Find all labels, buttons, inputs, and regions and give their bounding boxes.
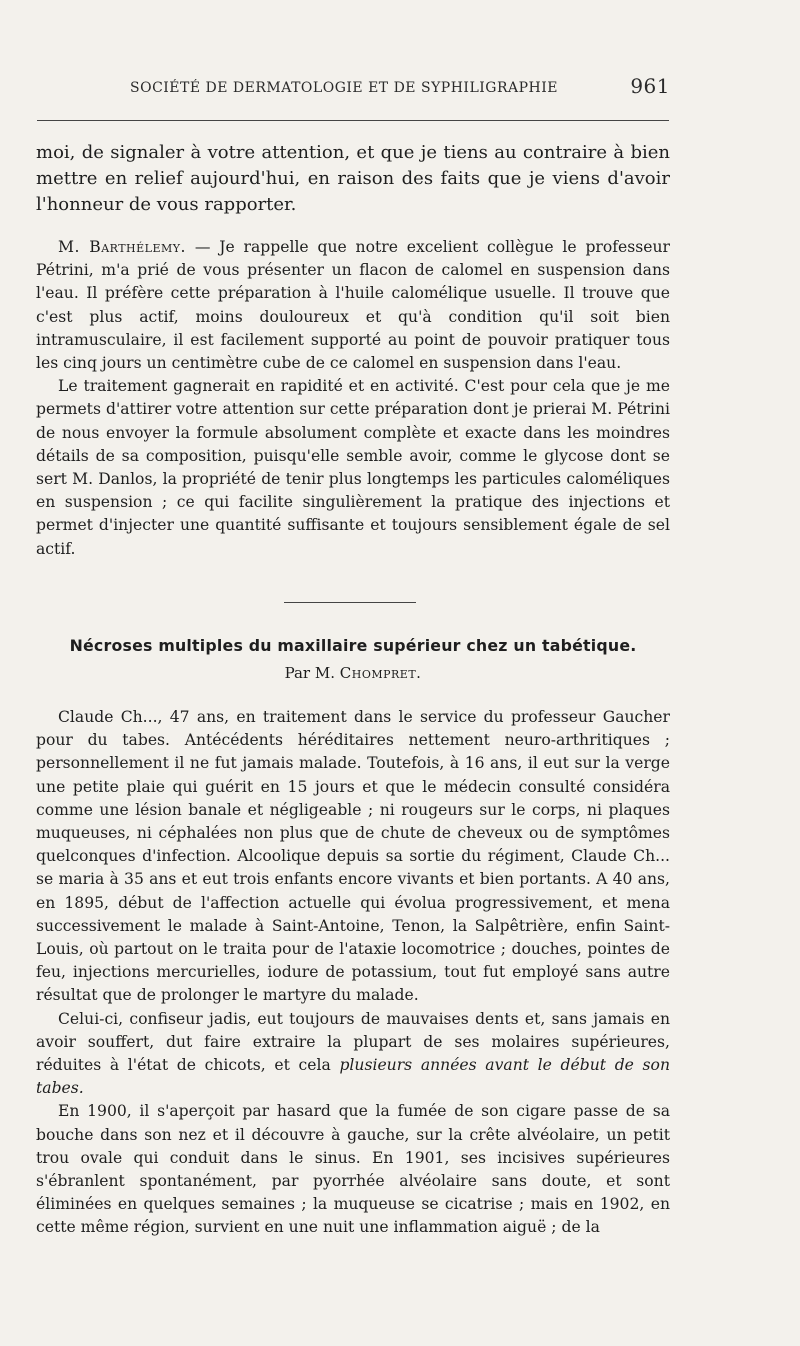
intro-paragraph <box>36 140 670 218</box>
discussion-paragraph-1 <box>36 236 670 375</box>
byline-author: Chompret. <box>339 664 422 682</box>
article-byline <box>36 664 670 682</box>
article-paragraph-2-italic: plusieurs années avant le début de son tabes. <box>36 1056 670 1098</box>
speaker-name: M. Barthélemy. <box>58 238 187 256</box>
discussion-block <box>36 236 670 561</box>
article-paragraph-2 <box>36 1008 670 1101</box>
article-paragraph-3: En 1900, il s'aperçoit par hasard que la fumée de son cigare passe de sa bouche dans son nez et il découvre à gauche, sur la crête alvéolaire, un petit trou ovale qui conduit dans le sinus. En 1901, ses incisives supérieures s'ébranlent spontanément, par pyorrhée alvéolaire sans doute, et sont éliminées en quelques semaines ; la muqueuse se cicatrise ; mais en 1902, en cette même région, survient en une nuit une inflammation aiguë ; de la <box>36 1102 670 1237</box>
page-number: 961 <box>630 74 670 98</box>
header-rule <box>37 120 669 121</box>
section-divider <box>284 602 416 603</box>
article-paragraph-2-text: Celui-ci, confiseur jadis, eut toujours de mauvaises dents et, sans jamais en avoir souffert, dut faire extraire la plupart de ses molaires supérieures, réduites à l'état de chicots, et cela <box>36 1009 670 1075</box>
article-body <box>36 706 670 1240</box>
article-title: Nécroses multiples du maxillaire supérieur chez un tabétique. <box>69 636 637 655</box>
article-paragraph-1: Claude Ch..., 47 ans, en traitement dans le service du professeur Gaucher pour du tabes. Antécédents héréditaires nettement neuro-arthritiques ; personnellement il ne fut jamais malade. Toutefois, à 16 ans, il eut sur la verge une petite plaie qui guérit en 15 jours et que le médecin consulté considéra comme une lésion banale et négligeable ; ni rougeurs sur le corps, ni plaques muqueuses, ni céphalées non plus que de chute de cheveux ou de symptômes quelconques d'infection. Alcoolique depuis sa sortie du régiment, Claude Ch... se maria à 35 ans et eut trois enfants encore vivants et bien portants. A 40 ans, en 1895, début de l'affection actuelle qui évolua progressivement, et mena successivement le malade à Saint-Antoine, Tenon, la Salpêtrière, enfin Saint-Louis, où partout on le traita pour de l'ataxie locomotrice ; douches, pointes de feu, injections mercurielles, iodure de potassium, tout fut employé sans autre résultat que de prolonger le martyre du malade. <box>36 708 670 1005</box>
discussion-paragraph-2: Le traitement gagnerait en rapidité et en activité. C'est pour cela que je me permets d'attirer votre attention sur cette préparation dont je prierai M. Pétrini de nous envoyer la formule absolument complète et exacte dans les moindres détails de sa composition, puisqu'elle semble avoir, comme le glycose dont se sert M. Danlos, la propriété de tenir plus longtemps les particules caloméliques en suspension ; ce qui facilite singulièrement la pratique des injections et permet d'injecter une quantité suffisante et toujours sensiblement égale de sel actif. <box>36 377 670 558</box>
byline-prefix: Par M. <box>284 664 340 682</box>
running-title: SOCIÉTÉ DE DERMATOLOGIE ET DE SYPHILIGRAPHIE <box>130 80 559 96</box>
discussion-text-1: — Je rappelle que notre excelient collègue le professeur Pétrini, m'a prié de vous présenter un flacon de calomel en suspension dans l'eau. Il préfère cette préparation à l'huile calomélique usuelle. Il trouve que c'est plus actif, moins douloureux et qu'à condition qu'il soit bien intramusculaire, il est facilement supporté au point de pouvoir pratiquer tous les cinq jours un centimètre cube de ce calomel en suspension dans l'eau. <box>36 238 671 373</box>
intro-text: moi, de signaler à votre attention, et que je tiens au contraire à bien mettre en relief aujourd'hui, en raison des faits que je viens d'avoir l'honneur de vous rapporter. <box>36 142 670 215</box>
